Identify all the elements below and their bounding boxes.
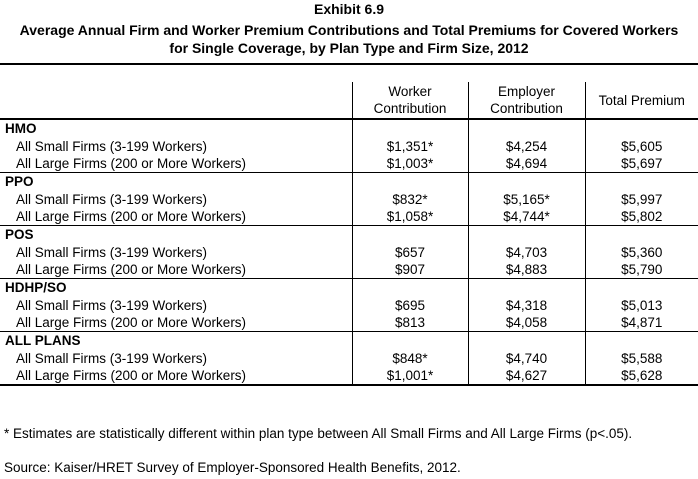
total-premium-cell: $5,697 [585, 155, 698, 173]
employer-contribution-cell: $5,165* [468, 191, 585, 208]
group-empty-cell [352, 173, 468, 192]
plan-group-row [0, 173, 698, 192]
table-row [0, 244, 698, 261]
exhibit-label: Exhibit 6.9 [313, 1, 385, 17]
employer-contribution-cell: $4,740 [468, 350, 585, 367]
premium-table [0, 82, 698, 386]
plan-type-label: HMO [0, 119, 352, 138]
group-empty-cell [468, 226, 585, 245]
worker-contribution-cell: $1,003* [352, 155, 468, 173]
employer-contribution-cell: $4,883 [468, 261, 585, 279]
group-empty-cell [585, 332, 698, 351]
table-row [0, 367, 698, 385]
table-row [0, 314, 698, 332]
firm-size-label: All Small Firms (3-199 Workers) [16, 351, 208, 366]
worker-contribution-cell: $1,351* [352, 138, 468, 155]
worker-header-line-2: Contribution [373, 101, 447, 116]
plan-type-label: PPO [0, 173, 352, 192]
firm-size-label: All Small Firms (3-199 Workers) [16, 298, 208, 313]
group-empty-cell [352, 226, 468, 245]
worker-contribution-cell: $813 [352, 314, 468, 332]
total-premium-cell: $4,871 [585, 314, 698, 332]
title-line-1: Average Annual Firm and Worker Premium Contributions and Total Premiums for Covered Workers [19, 22, 679, 38]
table-row [0, 261, 698, 279]
group-empty-cell [585, 279, 698, 298]
employer-contribution-cell: $4,694 [468, 155, 585, 173]
total-premium-cell: $5,588 [585, 350, 698, 367]
table-row [0, 138, 698, 155]
table-body [0, 119, 698, 385]
total-premium-cell: $5,628 [585, 367, 698, 385]
worker-contribution-cell: $1,001* [352, 367, 468, 385]
employer-contribution-cell: $4,744* [468, 208, 585, 226]
worker-contribution-cell: $695 [352, 297, 468, 314]
employer-contribution-cell: $4,058 [468, 314, 585, 332]
table-row [0, 350, 698, 367]
employer-header-line-2: Contribution [490, 101, 563, 116]
group-empty-cell [585, 173, 698, 192]
total-premium-header: Total Premium [585, 82, 698, 119]
total-premium-cell: $5,790 [585, 261, 698, 279]
worker-header-line-1: Worker [388, 84, 432, 99]
table-row [0, 208, 698, 226]
plan-type-label: HDHP/SO [0, 279, 352, 298]
employer-contribution-cell: $4,627 [468, 367, 585, 385]
column-header-row [0, 82, 698, 119]
footnote: * Estimates are statistically different within plan type between All Small Firms and All Large Firms (p<.05). [4, 426, 633, 441]
group-empty-cell [352, 279, 468, 298]
worker-contribution-cell: $832* [352, 191, 468, 208]
firm-size-label: All Large Firms (200 or More Workers) [16, 209, 247, 224]
group-empty-cell [585, 226, 698, 245]
group-empty-cell [352, 119, 468, 138]
group-empty-cell [468, 279, 585, 298]
firm-size-label: All Small Firms (3-199 Workers) [16, 192, 208, 207]
source-note: Source: Kaiser/HRET Survey of Employer-Sponsored Health Benefits, 2012. [4, 460, 461, 475]
worker-contribution-cell: $657 [352, 244, 468, 261]
total-premium-cell: $5,360 [585, 244, 698, 261]
employer-contribution-cell: $4,703 [468, 244, 585, 261]
total-premium-cell: $5,802 [585, 208, 698, 226]
total-premium-cell: $5,013 [585, 297, 698, 314]
employer-contribution-header [468, 82, 585, 119]
table-row [0, 155, 698, 173]
employer-contribution-cell: $4,254 [468, 138, 585, 155]
table-row [0, 191, 698, 208]
exhibit-title [0, 21, 698, 57]
firm-size-label: All Large Firms (200 or More Workers) [0, 367, 352, 385]
firm-size-label: All Small Firms (3-199 Workers) [16, 245, 208, 260]
plan-group-row [0, 119, 698, 138]
firm-size-label: All Large Firms (200 or More Workers) [16, 315, 247, 330]
plan-type-label: POS [0, 226, 352, 245]
firm-size-label: All Large Firms (200 or More Workers) [16, 262, 247, 277]
total-premium-cell: $5,997 [585, 191, 698, 208]
group-empty-cell [585, 119, 698, 138]
group-empty-cell [468, 332, 585, 351]
firm-size-label: All Large Firms (200 or More Workers) [16, 156, 247, 171]
group-empty-cell [468, 173, 585, 192]
employer-contribution-cell: $4,318 [468, 297, 585, 314]
worker-contribution-cell: $848* [352, 350, 468, 367]
worker-contribution-cell: $1,058* [352, 208, 468, 226]
title-line-2: for Single Coverage, by Plan Type and Firm Size, 2012 [169, 40, 529, 56]
group-empty-cell [352, 332, 468, 351]
plan-type-label: ALL PLANS [0, 332, 352, 351]
group-empty-cell [468, 119, 585, 138]
plan-group-row [0, 279, 698, 298]
worker-contribution-header [352, 82, 468, 119]
row-label-header [0, 82, 352, 119]
plan-group-row [0, 226, 698, 245]
worker-contribution-cell: $907 [352, 261, 468, 279]
top-rule [0, 63, 698, 65]
table-row [0, 297, 698, 314]
total-premium-cell: $5,605 [585, 138, 698, 155]
employer-header-line-1: Employer [497, 84, 556, 99]
plan-group-row [0, 332, 698, 351]
firm-size-label: All Small Firms (3-199 Workers) [16, 139, 208, 154]
